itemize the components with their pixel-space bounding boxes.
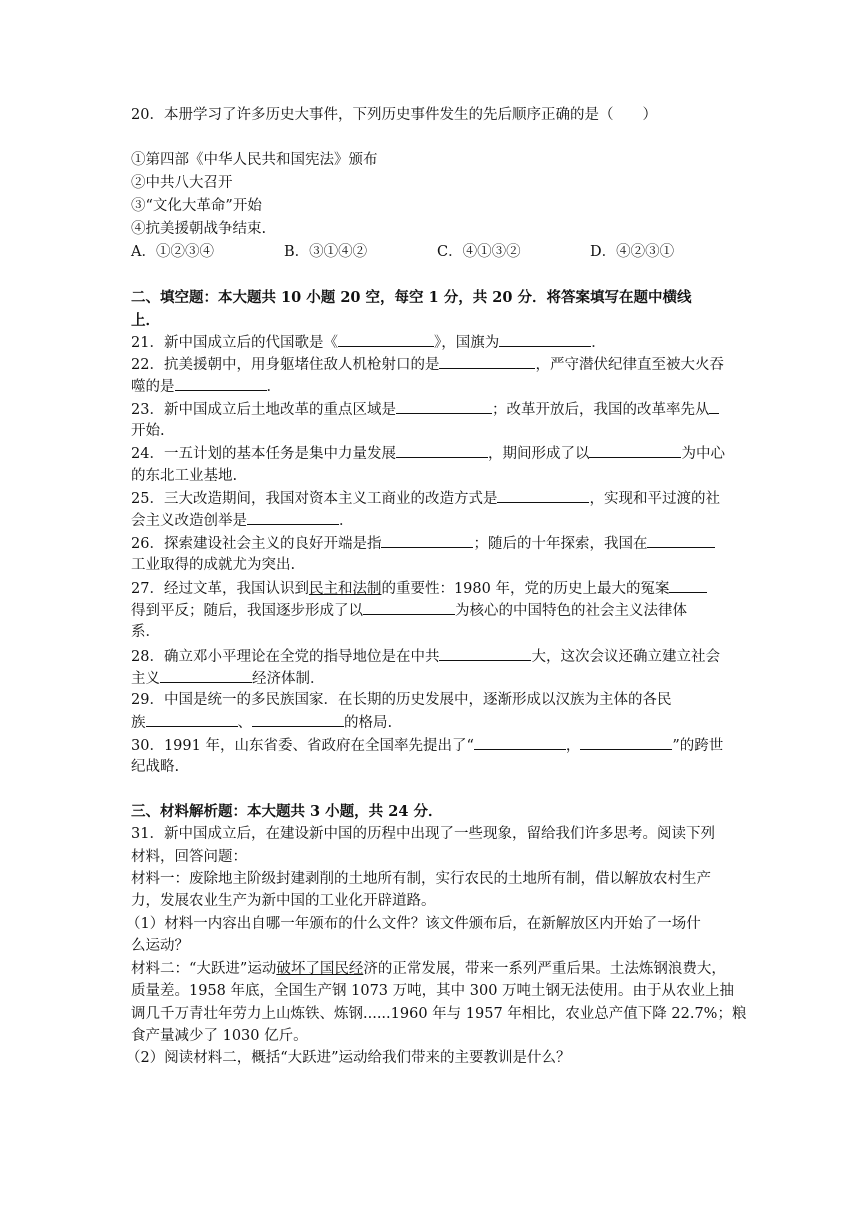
- section2-heading-cont: 上．: [131, 312, 160, 329]
- q30: 30．1991 年，山东省委、省政府在全国率先提出了“ ， ”的跨世: [131, 735, 723, 756]
- q24: 24．一五计划的基本任务是集中力量发展 ，期间形成了以 为中心: [131, 443, 725, 464]
- q31-material-2-cont: 质量差。1958 年底，全国生产钢 1073 万吨，其中 300 万吨土钢无法使用。由于从农业上抽: [131, 983, 735, 999]
- q23-cont: 开始.: [131, 423, 165, 439]
- q20-option-b: B．③①④②: [284, 244, 368, 260]
- answer-blank: [474, 735, 566, 750]
- q20-item-2: ②中共八大召开: [131, 175, 233, 191]
- q31-question-2: （2）阅读材料二，概括“大跃进”运动给我们带来的主要教训是什么？: [126, 1050, 571, 1066]
- q30-cont: 纪战略.: [131, 759, 180, 775]
- q20-item-4: ④抗美援朝战争结束.: [131, 221, 267, 237]
- answer-blank: [252, 712, 344, 727]
- q26: 26．探索建设社会主义的良好开端是指 ；随后的十年探索，我国在: [131, 533, 715, 554]
- q20-option-a: A．①②③④: [131, 244, 214, 260]
- q25-cont: 会主义改造创举是 ．: [131, 510, 354, 531]
- q31-material-1-cont: 力，发展农业生产为新中国的工业化开辟道路。: [131, 893, 436, 909]
- answer-blank: [580, 735, 672, 750]
- q20-item-1: ①第四部《中华人民共和国宪法》颁布: [131, 152, 378, 168]
- q26-cont: 工业取得的成就尤为突出.: [131, 557, 296, 573]
- answer-blank: [439, 354, 535, 369]
- q31-question-1-cont: 么运动？: [131, 938, 189, 954]
- q23: 23．新中国成立后土地改革的重点区域是 ；改革开放后，我国的改革率先从: [131, 399, 719, 420]
- q27: 27．经过文革，我国认识到民主和法制的重要性：1980 年，党的历史上最大的冤案: [131, 578, 707, 599]
- q27-cont: 得到平反；随后，我国逐步形成了以 为核心的中国特色的社会主义法律体: [131, 600, 687, 621]
- q31-material-2: 材料二：“大跃进”运动破坏了国民经济的正常发展，带来一系列严重后果。土法炼钢浪费大，: [131, 961, 726, 977]
- q27-cont2: 系．: [131, 624, 160, 640]
- answer-blank: [647, 533, 715, 548]
- answer-blank: [709, 399, 719, 414]
- q28: 28．确立邓小平理论在全党的指导地位是在中共 大，这次会议还确立建立社会: [131, 646, 720, 667]
- answer-blank: [247, 510, 339, 525]
- answer-blank: [338, 332, 434, 347]
- q22-cont: 噬的是 ．: [131, 376, 281, 397]
- q28-cont: 主义 经济体制．: [131, 668, 325, 689]
- answer-blank: [160, 668, 252, 683]
- q31-intro: 31．新中国成立后，在建设新中国的历程中出现了一些现象，留给我们许多思考。阅读下列: [131, 826, 715, 842]
- answer-blank: [175, 376, 267, 391]
- answer-blank: [396, 443, 488, 458]
- q31-intro-cont: 材料，回答问题：: [131, 849, 247, 865]
- q31-material-2-cont3: 食产量减少了 1030 亿斤。: [131, 1028, 308, 1044]
- q29: 29．中国是统一的多民族国家．在长期的历史发展中，逐渐形成以汉族为主体的各民: [131, 692, 672, 708]
- answer-blank: [396, 399, 492, 414]
- q20-stem: 20．本册学习了许多历史大事件，下列历史事件发生的先后顺序正确的是（ ）: [131, 107, 657, 123]
- section2-heading: 二、填空题：本大题共 10 小题 20 空，每空 1 分，共 20 分．将答案填写在题中横线: [131, 289, 692, 306]
- q31-question-1: （1）材料一内容出自哪一年颁布的什么文件？该文件颁布后，在新解放区内开始了一场什: [126, 916, 701, 932]
- answer-blank: [499, 332, 591, 347]
- q20-option-c: C．④①③②: [437, 244, 521, 260]
- answer-blank: [497, 488, 589, 503]
- answer-blank: [589, 443, 681, 458]
- q21: 21．新中国成立后的代国歌是《 》，国旗为 ．: [131, 332, 606, 353]
- q24-cont: 的东北工业基地.: [131, 468, 238, 484]
- q22: 22．抗美援朝中，用身躯堵住敌人机枪射口的是 ，严守潜伏纪律直至被大火吞: [131, 354, 724, 375]
- answer-blank: [669, 578, 707, 593]
- q20-item-3: ③“文化大革命”开始: [131, 198, 262, 214]
- answer-blank: [439, 646, 531, 661]
- answer-blank: [381, 533, 473, 548]
- q31-material-1: 材料一：废除地主阶级封建剥削的土地所有制，实行农民的土地所有制，借以解放农村生产: [131, 871, 711, 887]
- q20-option-d: D．④②③①: [590, 244, 675, 260]
- section3-heading: 三、材料解析题：本大题共 3 小题，共 24 分．: [131, 803, 443, 820]
- answer-blank: [363, 600, 455, 615]
- q25: 25．三大改造期间，我国对资本主义工商业的改造方式是 ，实现和平过渡的社: [131, 488, 720, 509]
- q31-material-2-cont2: 调几千万青壮年劳力上山炼铁、炼钢......1960 年与 1957 年相比，农业总产值下降 22.7%；粮: [131, 1006, 747, 1022]
- q29-cont: 族 、 的格局.: [131, 712, 392, 733]
- answer-blank: [146, 712, 238, 727]
